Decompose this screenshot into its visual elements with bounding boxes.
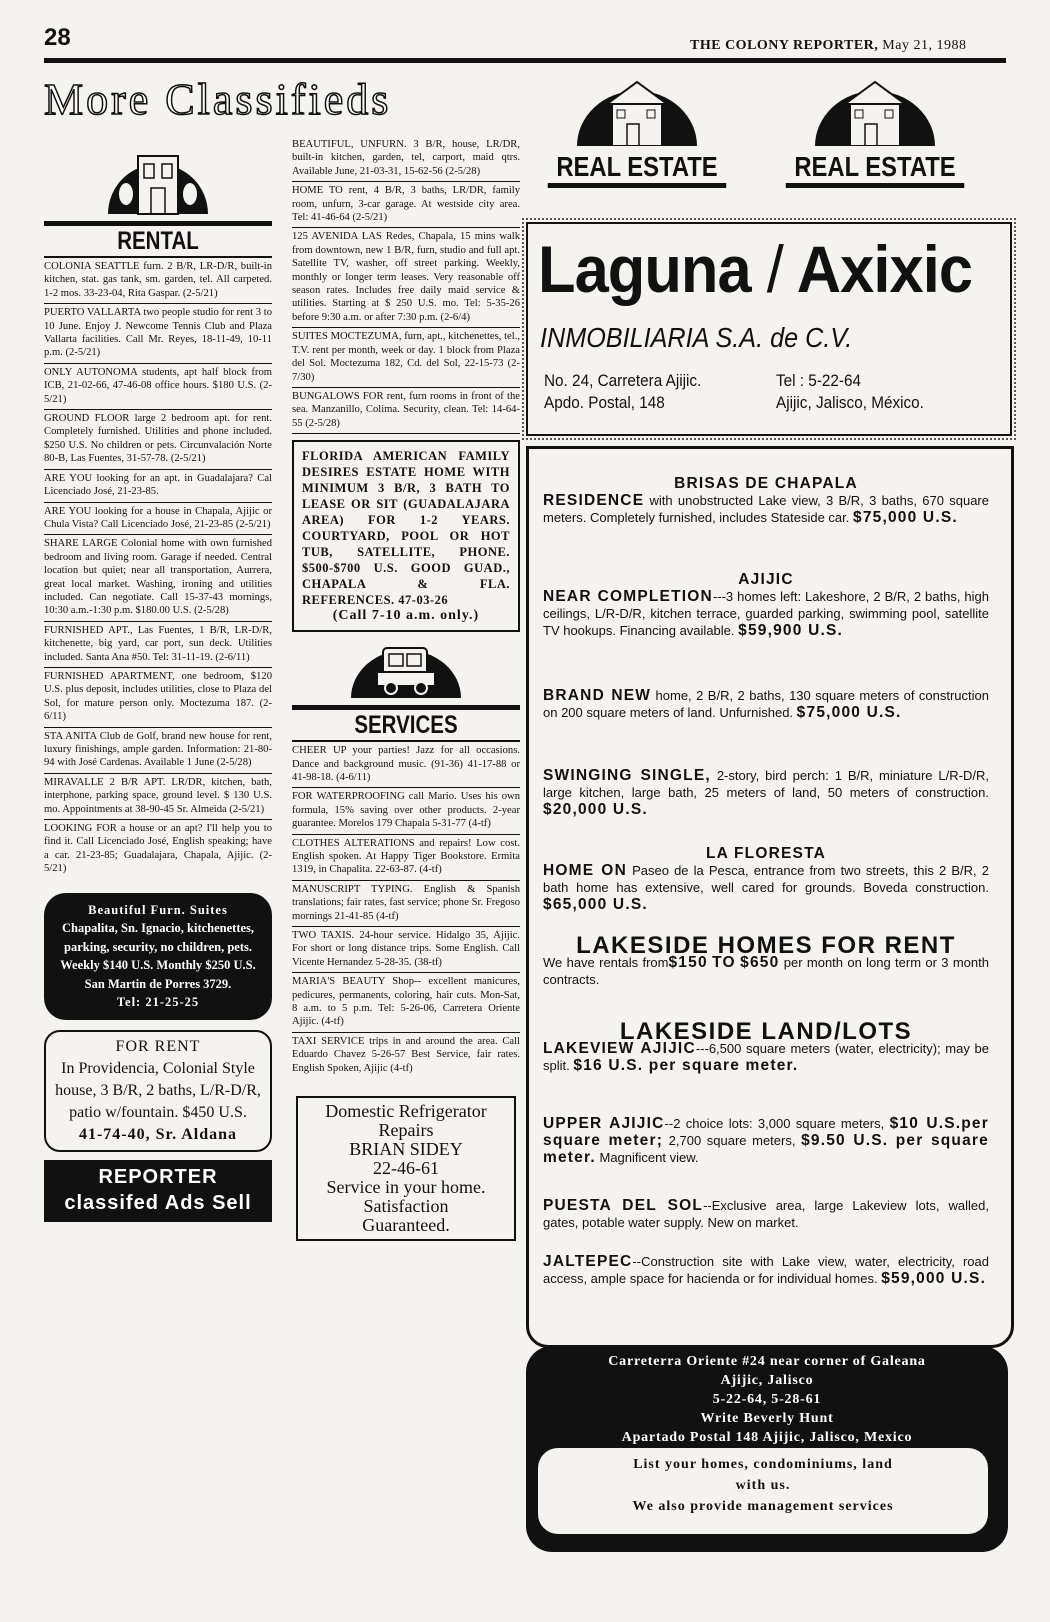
fridge-line: Domestic Refrigerator <box>325 1101 487 1122</box>
rental-ad: BUNGALOWS FOR rent, furn rooms in front of the sea. Manzanillo, Colima. Security, clean. Tel: 14-64-55 (2-5/28) <box>292 388 520 434</box>
listing-body: --Construction site with Lake view, water, electricity, road access, ample space for hacienda or for individual homes. <box>543 1254 989 1286</box>
listing-caption: LAKEVIEW AJIJIC <box>543 1040 696 1057</box>
listing-upper-ajijic <box>543 1115 989 1166</box>
lots-section <box>543 1018 989 1074</box>
agency-name-b: Axixic <box>796 232 973 306</box>
listing-caption: JALTEPEC <box>543 1253 633 1270</box>
rentals-body-a: We have rentals from <box>543 955 669 970</box>
invitation-line: We also provide management services <box>632 1499 894 1514</box>
listing-swinging-single <box>543 767 989 818</box>
invitation-line: List your homes, condominiums, land <box>633 1457 893 1472</box>
listing-price: $20,000 U.S. <box>543 801 648 818</box>
reporter-ad <box>44 1160 272 1222</box>
furn-suites-tel: Tel: 21-25-25 <box>116 995 200 1010</box>
rental-ad: FURNISHED APARTMENT, one bedroom, $120 U.S. plus deposit, includes utilities, close to Plaza del Sol, for mature person only. Moctezuma 187. (2-6/11) <box>44 668 272 728</box>
service-ad: MANUSCRIPT TYPING. English & Spanish translations; fair rates, fast service; phone Sr. Fregoso mornings 21-41-85 (4-tf) <box>292 881 520 927</box>
rental-ad: HOME TO rent, 4 B/R, 3 baths, LR/DR, family room, unfurn, 3-car garage. At westside city area. Tel: 41-46-64 (2-5/21) <box>292 182 520 228</box>
service-ad: MARIA'S BEAUTY Shop-- excellent manicures, pedicures, permanents, coloring, hair cuts. Mon-Sat, 8 a.m. to 5 p.m. Tel: 5-26-06, Carretera Oriente Ajijic. (4-tf) <box>292 973 520 1033</box>
rental-ad: MIRAVALLE 2 B/R APT. LR/DR, kitchen, bath, interphone, parking space, ground level. $ 130 U.S. mo. Appointments at 38-90-45 Sr. Almeida (2-5/21) <box>44 774 272 820</box>
invitation-line: with us. <box>735 1478 791 1493</box>
for-rent-body: In Providencia, Colonial Style house, 3 B/R, 2 baths, L/R-D/R, patio w/fountain. $450 U.S. <box>55 1059 261 1121</box>
listing-body: --Exclusive area, large Lakeview lots, walled, gates, potable water supply. New on market. <box>543 1198 990 1230</box>
listing-caption: SWINGING SINGLE, <box>543 767 711 784</box>
rental-ad: 125 AVENIDA LAS Redes, Chapala, 15 mins walk from downtown, new 1 B/R, furn, studio and full apt. Satellite TV, washer, off street parking. Weekly, monthly or longer term leases. Very reasonable off season rates. Includes free daily maid service & utilities. Starting at $ 250 U.S. mo. Tel: 5-35-26 before 9:30 a.m. or after 7:30 p.m. (2-6/4) <box>292 228 520 328</box>
rentals-to: TO <box>712 954 736 971</box>
rental-ad: LOOKING FOR a house or an apt? I'll help you to find it. Call Licenciado José, English speaking; have a car. 21-23-85; Guadalajara, Chapala, Ajijic. (2-5/21) <box>44 823 272 875</box>
agency-contact <box>776 370 924 414</box>
section-title: More Classifieds <box>44 75 392 124</box>
real-estate-header-left <box>532 74 742 188</box>
listing-body: ---6,500 square meters (water, electricity); may be split. <box>543 1041 989 1073</box>
listing-price: $65,000 U.S. <box>543 896 648 913</box>
column-two <box>292 136 520 1241</box>
listing-caption: UPPER AJIJIC <box>543 1115 665 1132</box>
reporter-ad-line1: REPORTER <box>98 1165 218 1188</box>
listing-price: $16 U.S. per square meter. <box>573 1057 799 1074</box>
listing-body: Magnificent view. <box>595 1150 699 1165</box>
rental-ad: COLONIA SEATTLE furn. 2 B/R, LR-D/R, built-in kitchen, stat. gas tank, sm. garden, tel. All carpeted. 1-2 mos. 33-23-04, Rita Gaspar. (2-5/21) <box>44 258 272 304</box>
rental-heading: RENTAL <box>117 227 199 255</box>
services-header <box>292 638 520 740</box>
contact-line: Carreterra Oriente #24 near corner of Galeana <box>608 1354 926 1369</box>
listing-brand-new <box>543 687 989 721</box>
florida-ad-cta: (Call 7-10 a.m. only.) <box>332 608 480 624</box>
listing-near-completion <box>543 571 989 639</box>
reporter-ad-line2: classifed Ads Sell <box>64 1191 252 1214</box>
rental-ad: GROUND FLOOR large 2 bedroom apt. for rent. Completely furnished. Utilities and phone included. $250 U.S. No children or pets. Circunvalación Norte 80-B, Las Fuentes, 31-57-78. (2-5/21) <box>44 410 272 470</box>
real-estate-heading: REAL ESTATE <box>548 151 727 188</box>
listing-caption: PUESTA DEL SOL <box>543 1197 704 1214</box>
agency-banner <box>526 222 1012 436</box>
listing-price: $59,000 U.S. <box>881 1270 987 1287</box>
listing-price: $59,900 U.S. <box>738 622 844 639</box>
listing-caption: NEAR COMPLETION <box>543 588 713 605</box>
for-rent-title: FOR RENT <box>115 1037 201 1055</box>
contact-line: Apartado Postal 148 Ajijic, Jalisco, Mexico <box>621 1430 913 1445</box>
listing-invitation <box>538 1448 988 1534</box>
listing-body: 2,700 square meters, <box>663 1133 796 1148</box>
listing-area-title: AJIJIC <box>738 571 794 588</box>
listing-area-title: BRISAS DE CHAPALA <box>674 475 858 492</box>
service-ad: CLOTHES ALTERATIONS and repairs! Low cost. English spoken. At Happy Tiger Bookstore. Ermita 1319, in Chapalita. 22-63-87. (4-tf) <box>292 835 520 881</box>
fridge-line: Guaranteed. <box>362 1215 450 1236</box>
fridge-line: Satisfaction <box>363 1196 449 1217</box>
rental-ad: PUERTO VALLARTA two people studio for rent 3 to 10 June. Enjoy J. Newcome Tennis Club and Plaza Vallarta facilities. Call Mr. Reyes, 18-11-49, 10-11 p.m. (2-5/21) <box>44 304 272 364</box>
fridge-line: BRIAN SIDEY <box>349 1139 463 1160</box>
listing-body: ---3 homes left: Lakeshore, 2 B/R, 2 baths, high ceilings, L/R-D/R, kitchen terrace, guarded parking, swimming pool, satellite TV hookups. Financing available. <box>543 589 990 638</box>
publication-date: May 21, 1988 <box>882 38 967 53</box>
contact-lines <box>526 1352 1008 1447</box>
service-ad: TWO TAXIS. 24-hour service. Hidalgo 35, Ajijic. For short or long distance trips. Some English. Call Vicente Hernandez 5-28-35. (38-tf) <box>292 927 520 973</box>
listing-body: with unobstructed Lake view, 3 B/R, 3 baths, 670 square meters. Completely furnished, includes Stateside car. <box>543 493 989 525</box>
listing-price: $10 U.S.per square meter; <box>543 1115 989 1149</box>
rental-ad: FURNISHED APT., Las Fuentes, 1 B/R, LR-D/R, kitchenette, big yard, car port, sun deck. Utilities included. Santa Ana #50. Tel: 31-11-19. (2-6/11) <box>44 622 272 668</box>
listings-box <box>526 446 1014 1348</box>
rental-ad: ARE YOU looking for a house in Chapala, Ajijic or Chula Vista? Call Licenciado José, 21-23-85 (2-5/21) <box>44 503 272 536</box>
rentals-high: $650 <box>740 954 780 971</box>
house-icon <box>88 136 228 216</box>
real-estate-heading: REAL ESTATE <box>786 151 965 188</box>
listing-jaltepec <box>543 1253 989 1287</box>
rental-ad: STA ANITA Club de Golf, brand new house for rent, luxury finishings, ample garden. Information: 21-80-94 with José Cardenas. Available 1 June (2-5/28) <box>44 728 272 774</box>
rentals-heading: LAKESIDE HOMES FOR RENT <box>576 932 956 959</box>
agency-city: Ajijic, Jalisco, México. <box>776 393 924 412</box>
listing-price: $75,000 U.S. <box>796 704 902 721</box>
listing-caption: RESIDENCE <box>543 492 645 509</box>
listing-caption: BRAND NEW <box>543 687 652 704</box>
listing-brisas <box>543 475 989 526</box>
agency-company: INMOBILIARIA S.A. de C.V. <box>540 322 853 353</box>
page-number: 28 <box>44 24 71 51</box>
services-heading: SERVICES <box>354 711 458 740</box>
agency-address-line2: Apdo. Postal, 148 <box>544 393 665 412</box>
rental-ad: SUITES MOCTEZUMA, furn, apt., kitchenettes, tel., T.V. rent per month, week or day. 1 block from Plaza del Sol. Moctezuma 182, Cd. del Sol, 22-15-73 (2-7/30) <box>292 328 520 388</box>
rental-header <box>44 136 272 256</box>
florida-ad-body: FLORIDA AMERICAN FAMILY DESIRES ESTATE HOME WITH MINIMUM 3 B/R, 3 BATH TO LEASE OR SIT (GUADALAJARA AREA) FOR 1-2 YEARS. COURTYARD, POOL OR HOT TUB, SATELLITE, PHONE. $500-$700 U.S. GOOD GUAD., CHAPALA & FLA. REFERENCES. 47-03-26 <box>302 449 510 608</box>
for-rent-phone: 41-74-40, Sr. Aldana <box>78 1125 238 1143</box>
service-ad: TAXI SERVICE trips in and around the area. Call Eduardo Chavez 5-26-57 Best Service, fair rates. English Spoken, Ajijic (4-tf) <box>292 1035 520 1074</box>
publication-name: THE COLONY REPORTER, <box>690 38 879 53</box>
furn-suites-body: Chapalita, Sn. Ignacio, kitchenettes, parking, security, no children, pets. Weekly $140 U.S. Monthly $250 U.S. San Martin de Porres 3729. <box>60 921 256 991</box>
service-ad: CHEER UP your parties! Jazz for all occasions. Dance and background music. (91-36) 41-17-88 or 41-98-18. (4-6/11) <box>292 742 520 788</box>
agency-name <box>538 230 972 308</box>
listing-la-floresta <box>543 845 989 913</box>
rental-ad: ONLY AUTONOMA students, apt half block from ICB, 21-02-66, 47-46-08 office hours. $180 U.S. (2-5/21) <box>44 364 272 410</box>
header-rule <box>44 58 1006 63</box>
listing-puesta-del-sol <box>543 1197 989 1231</box>
agency-address-line1: No. 24, Carretera Ajijic. <box>544 371 702 390</box>
fridge-line: Repairs <box>378 1120 434 1141</box>
rentals-section <box>543 932 989 988</box>
listing-body: --2 choice lots: 3,000 square meters, <box>664 1116 885 1131</box>
agency-tel: Tel : 5-22-64 <box>776 371 862 390</box>
contact-line: Write Beverly Hunt <box>700 1411 834 1426</box>
listing-price: $75,000 U.S. <box>853 509 958 526</box>
publication-header <box>690 38 966 54</box>
contact-line: 5-22-64, 5-28-61 <box>712 1392 822 1407</box>
rentals-body-b: per month on long term or 3 month contracts. <box>543 955 989 987</box>
contact-line: Ajijic, Jalisco <box>720 1373 814 1388</box>
agency-address <box>544 370 701 414</box>
for-rent-ad <box>44 1030 272 1152</box>
villa-icon <box>795 74 955 146</box>
refrigerator-repair-ad <box>296 1096 516 1241</box>
rental-ad: ARE YOU looking for an apt. in Guadalajara? Cal Licenciado José, 21-23-85. <box>44 470 272 503</box>
listing-body: Paseo de la Pesca, entrance from two streets, this 2 B/R, 2 bath home has extensive, well cared for grounds. Boveda construction. <box>543 863 989 895</box>
rentals-low: $150 <box>668 954 708 971</box>
rental-ad: SHARE LARGE Colonial home with own furnished bedroom and living room. Garage if needed. Central location but quiet; near all transportation, Aurrera, great local market. Washing, ironing and utilities included. Can negotiate. Call 15-37-43 mornings, 10:30 a.m.-1:30 p.m. $180.00 U.S. (2-5/28) <box>44 535 272 621</box>
florida-family-ad <box>292 440 520 632</box>
agency-name-a: Laguna <box>538 232 751 306</box>
listing-area-title: LA FLORESTA <box>706 845 826 862</box>
listing-price: $9.50 U.S. per square meter. <box>543 1132 989 1166</box>
service-ad: FOR WATERPROOFING call Mario. Uses his own formula, 15% saving over other products. 2-year guarantee. Morelos 179 Chapala 5-31-77 (4-tf) <box>292 788 520 834</box>
listing-body: home, 2 B/R, 2 baths, 130 square meters of construction on 200 square meters of land. Unfurnished. <box>543 688 989 720</box>
fridge-line: Service in your home. <box>326 1177 486 1198</box>
listing-body: 2-story, bird perch: 1 B/R, miniature L/R-D/R, large kitchen, large bath, 25 meters of land, 50 meters of construction. <box>543 768 989 800</box>
furn-suites-ad <box>44 893 272 1020</box>
listing-caption: HOME ON <box>543 862 627 879</box>
villa-icon <box>557 74 717 146</box>
vehicle-icon <box>321 638 491 700</box>
rental-ad: BEAUTIFUL, UNFURN. 3 B/R, house, LR/DR, built-in kitchen, garden, tel, carport, maid qtrs. Available June, 21-03-31, 15-62-56 (2-5/28) <box>292 136 520 182</box>
real-estate-header-right <box>770 74 980 188</box>
furn-suites-title: Beautiful Furn. Suites <box>88 902 228 917</box>
agency-contact-box <box>526 1346 1008 1552</box>
fridge-line: 22-46-61 <box>373 1158 439 1179</box>
agency-slash: / <box>766 232 783 306</box>
rental-column <box>44 136 272 1222</box>
lots-heading: LAKESIDE LAND/LOTS <box>619 1018 913 1045</box>
